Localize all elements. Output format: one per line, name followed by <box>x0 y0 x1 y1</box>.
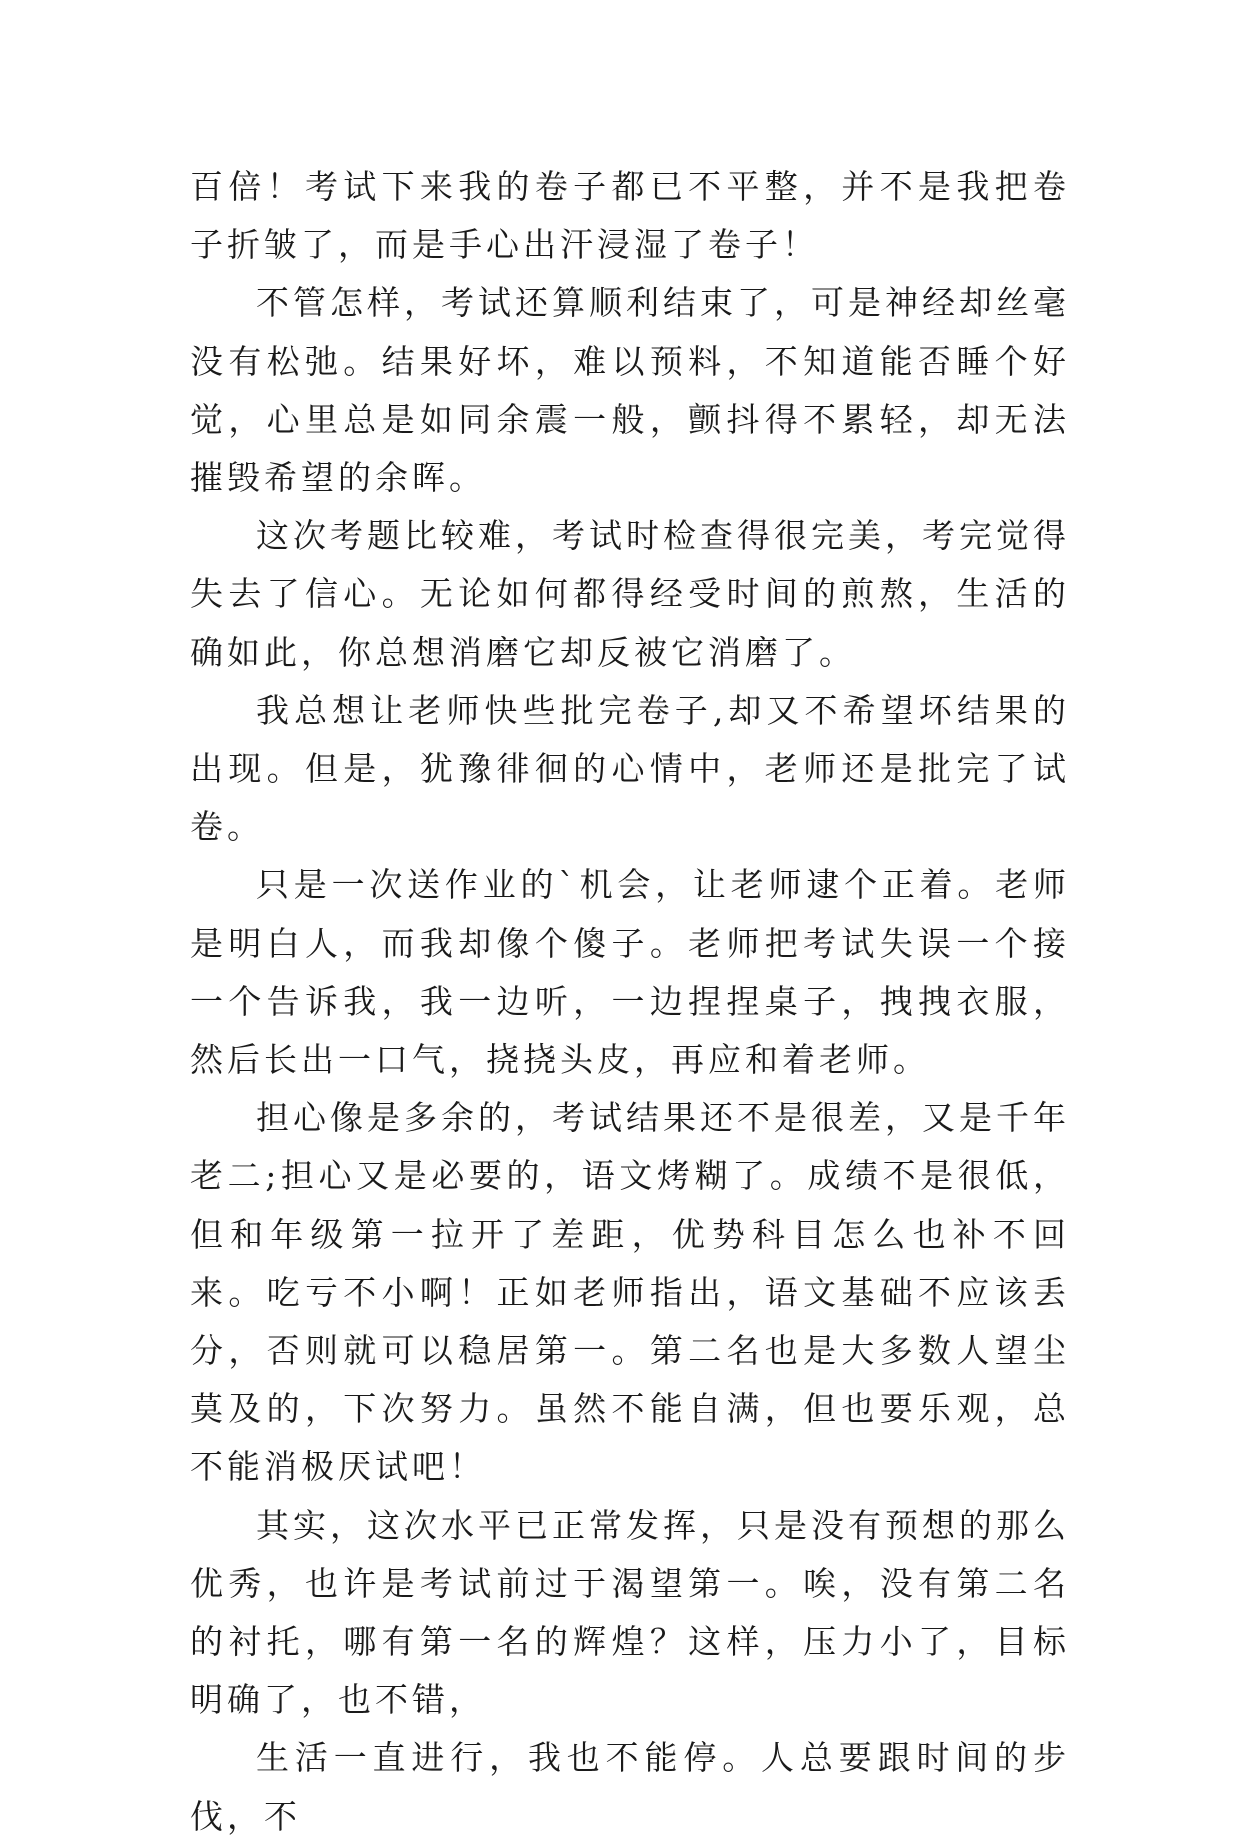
paragraph: 这次考题比较难，考试时检查得很完美，考完觉得失去了信心。无论如何都得经受时间的煎熬，生活的确如此，你总想消磨它却反被它消磨了。 <box>190 516 1070 672</box>
paragraph: 生活一直进行，我也不能停。人总要跟时间的步伐，不 <box>190 1738 1070 1836</box>
paragraph: 百倍！考试下来我的卷子都已不平整，并不是我把卷子折皱了，而是手心出汗浸湿了卷子！ <box>190 167 1070 265</box>
paragraph: 担心像是多余的，考试结果还不是很差，又是千年老二;担心又是必要的，语文烤糊了。成绩不是很低，但和年级第一拉开了差距，优势科目怎么也补不回来。吃亏不小啊！正如老师指出，语文基础不应该丢分，否则就可以稳居第一。第二名也是大多数人望尘莫及的，下次努力。虽然不能自满，但也要乐观，总不能消极厌试吧！ <box>190 1098 1070 1487</box>
paragraph: 不管怎样，考试还算顺利结束了，可是神经却丝毫没有松弛。结果好坏，难以预料，不知道能否睡个好觉，心里总是如同余震一般，颤抖得不累轻，却无法摧毁希望的余晖。 <box>190 283 1070 498</box>
paragraph: 其实，这次水平已正常发挥，只是没有预想的那么优秀，也许是考试前过于渴望第一。唉，没有第二名的衬托，哪有第一名的辉煌？这样，压力小了，目标明确了，也不错， <box>190 1505 1070 1720</box>
document-body <box>190 158 1070 1846</box>
paragraph: 我总想让老师快些批完卷子,却又不希望坏结果的出现。但是，犹豫徘徊的心情中，老师还是批完了试卷。 <box>190 690 1070 847</box>
paragraph: 只是一次送作业的`机会，让老师逮个正着。老师是明白人，而我却像个傻子。老师把考试失误一个接一个告诉我，我一边听，一边捏捏桌子，拽拽衣服，然后长出一口气，挠挠头皮，再应和着老师。 <box>190 865 1070 1080</box>
